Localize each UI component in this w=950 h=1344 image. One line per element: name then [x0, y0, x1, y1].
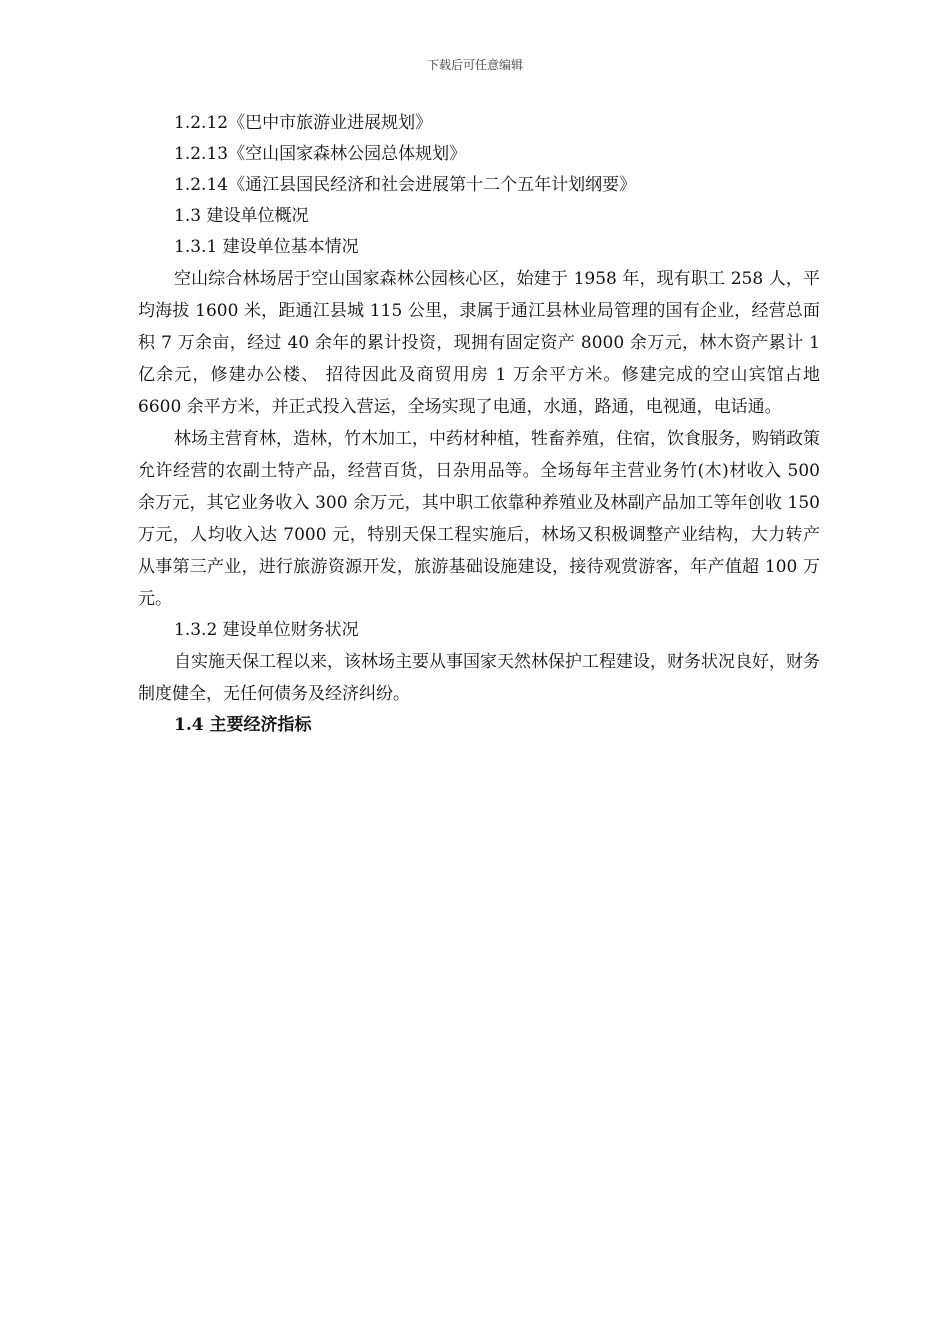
paragraph-basic-info: 空山综合林场居于空山国家森林公园核心区，始建于 1958 年，现有职工 258 人，平均海拔 1600 米，距通江县城 115 公里，隶属于通江县林业局管理的国有企业，经营总面积 7 万余亩，经过 40 余年的累计投资，现拥有固定资产 8000 余万元，林木资产累计 1 亿余元，修建办公楼、 招待因此及商贸用房 1 万余平方米。修建完成的空山宾馆占地 6600 余平方米，并正式投入营运，全场实现了电通，水通，路通，电视通，电话通。 — [138, 269, 820, 417]
section-heading-1-3-1: 1.3.1 建设单位基本情况 — [174, 237, 359, 257]
page-header: 下载后可任意编辑 — [426, 58, 523, 72]
document-body — [138, 108, 820, 741]
reference-item-1-2-14: 1.2.14《通江县国民经济和社会进展第十二个五年计划纲要》 — [174, 175, 637, 195]
section-heading-1-3-2: 1.3.2 建设单位财务状况 — [174, 620, 359, 640]
section-heading-1-3: 1.3 建设单位概况 — [174, 206, 309, 226]
reference-item-1-2-12: 1.2.12《巴中市旅游业进展规划》 — [174, 113, 433, 133]
paragraph-financial-status: 自实施天保工程以来，该林场主要从事国家天然林保护工程建设，财务状况良好，财务制度健全，无任何债务及经济纠纷。 — [138, 652, 820, 704]
section-heading-1-4: 1.4 主要经济指标 — [174, 715, 312, 735]
reference-item-1-2-13: 1.2.13《空山国家森林公园总体规划》 — [174, 144, 467, 164]
paragraph-business-scope: 林场主营育林，造林，竹木加工，中药材种植，牲畜养殖，住宿，饮食服务，购销政策允许经营的农副土特产品，经营百货，日杂用品等。全场每年主营业务竹(木)材收入 500 余万元，其它业务收入 300 余万元，其中职工依靠种养殖业及林副产品加工等年创收 150 万元，人均收入达 7000 元，特别天保工程实施后，林场又积极调整产业结构，大力转产从事第三产业，进行旅游资源开发，旅游基础设施建设，接待观赏游客，年产值超 100 万元。 — [138, 429, 820, 609]
